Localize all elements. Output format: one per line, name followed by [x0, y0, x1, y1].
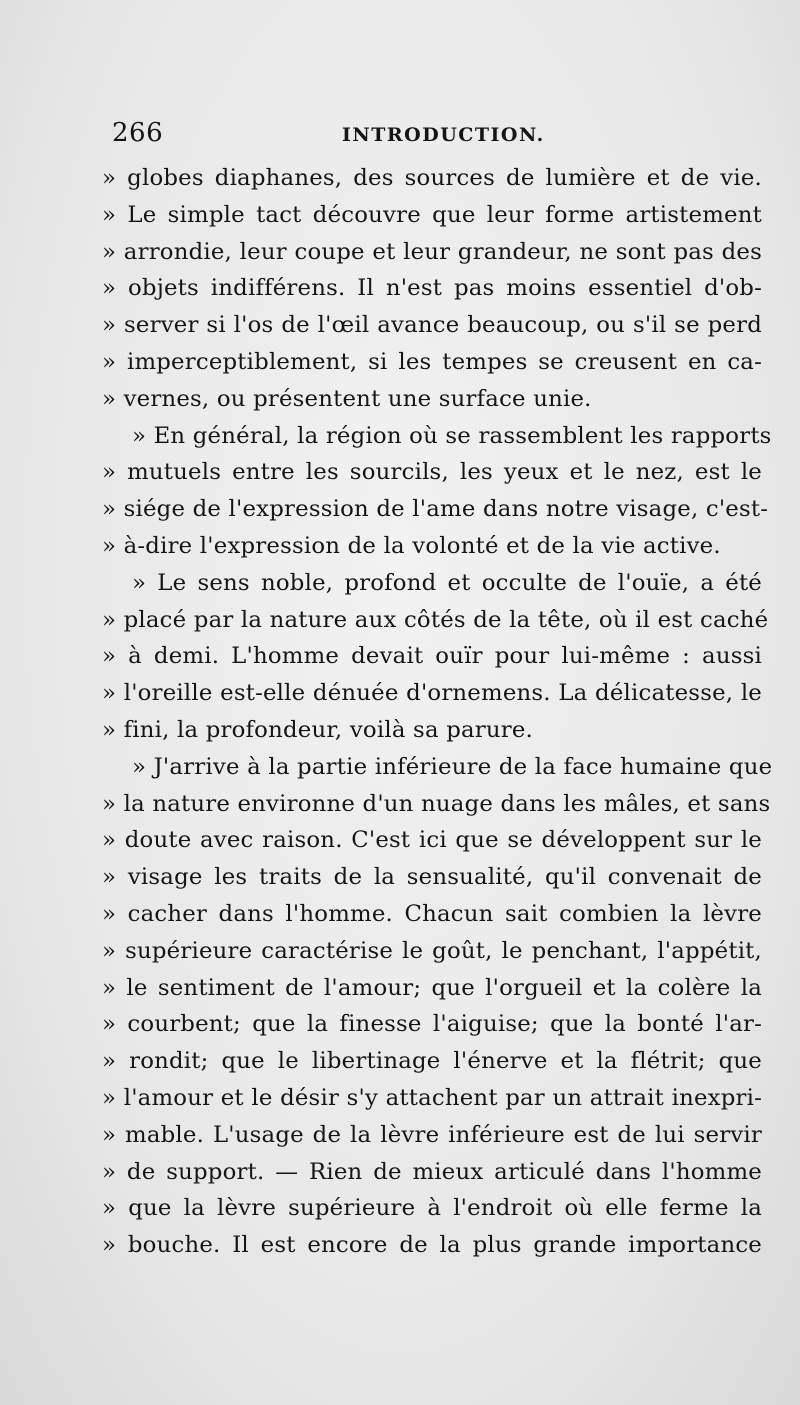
text-line: » la nature environne d'un nuage dans les mâles, et sans [102, 790, 771, 817]
body-text [102, 160, 773, 1264]
text-line: » bouche. Il est encore de la plus grande importance [102, 1232, 762, 1259]
text-line: » courbent; que la finesse l'aiguise; que la bonté l'ar- [102, 1011, 762, 1038]
running-head [112, 118, 652, 152]
text-line: » de support. — Rien de mieux articulé dans l'homme [102, 1158, 762, 1185]
running-title: INTRODUCTION. [342, 124, 545, 146]
text-line: » rondit; que le libertinage l'énerve et la flétrit; que [102, 1048, 762, 1075]
text-line: » Le sens noble, profond et occulte de l'ouïe, a été [132, 569, 762, 596]
text-line: » le sentiment de l'amour; que l'orgueil et la colère la [102, 974, 762, 1001]
text-line: » server si l'os de l'œil avance beaucoup, ou s'il se perd [102, 312, 762, 339]
text-line: » vernes, ou présentent une surface unie. [102, 385, 592, 412]
text-line: » que la lèvre supérieure à l'endroit où elle ferme la [102, 1195, 762, 1222]
page-number: 266 [112, 118, 164, 148]
text-line: » En général, la région où se rassemblent les rapports [132, 422, 772, 449]
text-line: » cacher dans l'homme. Chacun sait combien la lèvre [102, 900, 762, 927]
text-line: » globes diaphanes, des sources de lumière et de vie. [102, 165, 762, 191]
text-line: » Le simple tact découvre que leur forme artistement [102, 201, 762, 228]
text-line: » mutuels entre les sourcils, les yeux et le nez, est le [102, 459, 762, 486]
text-line: » visage les traits de la sensualité, qu'il convenait de [102, 864, 762, 891]
text-line: » siége de l'expression de l'ame dans notre visage, c'est- [102, 496, 769, 523]
text-line: » à-dire l'expression de la volonté et de la vie active. [102, 532, 721, 559]
text-line: » à demi. L'homme devait ouïr pour lui-même : aussi [102, 643, 762, 670]
text-line: » objets indifférens. Il n'est pas moins essentiel d'ob- [102, 275, 762, 302]
text-line: » placé par la nature aux côtés de la tête, où il est caché [102, 606, 769, 633]
text-line: » imperceptiblement, si les tempes se creusent en ca- [102, 348, 762, 375]
text-line: » l'oreille est-elle dénuée d'ornemens. La délicatesse, le [102, 680, 762, 707]
text-line: » doute avec raison. C'est ici que se développent sur le [102, 827, 762, 854]
text-line: » l'amour et le désir s'y attachent par un attrait inexpri- [102, 1084, 762, 1111]
text-line: » mable. L'usage de la lèvre inférieure est de lui servir [102, 1121, 762, 1148]
text-line: » supérieure caractérise le goût, le penchant, l'appétit, [102, 937, 762, 964]
text-line: » arrondie, leur coupe et leur grandeur, ne sont pas des [102, 238, 762, 265]
text-line: » J'arrive à la partie inférieure de la face humaine que [132, 753, 773, 780]
text-line: » fini, la profondeur, voilà sa parure. [102, 716, 533, 743]
